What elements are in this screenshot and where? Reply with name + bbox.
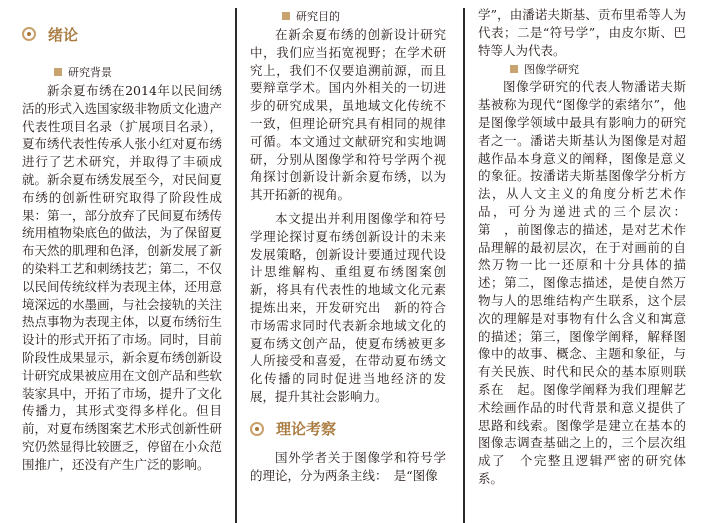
section-title: 绪论 <box>48 25 79 44</box>
body-paragraph: 新余夏布绣在2014年以民间绣活的形式入选国家级非物质文化遗产代表性项目名录（扩展项目名录），夏布绣代表性传承人张小红对夏布绣进行了艺术研究，并取得了丰硕成就。新余夏布绣发展至今，对民间夏布绣的创新性研究取得了阶段性成果：第一，部分放弃了民间夏布绣传统用植物染底色的做法，为了保留夏布天然的肌理和色泽，创新发展了新的染料工艺和刺绣技艺；第二，不仅以民间传统纹样为表现主体，还用意境深远的水墨画，与社会接轨的关注热点事物为表现主体，以夏布绣衍生设计的形式开拓了市场。同时，目前阶段性成果显示，新余夏布绣创新设计研究成果被应用在文创产品和些软装家具中，开拓了市场，提升了文化传播力，其形式变得多样化。但目前，对夏布绣图案艺术形式创新性研究仍然显得比较匮乏，停留在小众范围推广，还没有产生广泛的影响。 <box>22 83 223 472</box>
section-title: 理论考察 <box>276 420 337 439</box>
body-paragraph: 学”，由潘诺夫斯基、贡布里希等人为代表；二是“符号学”，由皮尔斯、巴特等人为代表。 <box>478 7 686 58</box>
column-right <box>478 0 686 523</box>
column-divider <box>463 8 465 523</box>
subsection-heading <box>54 64 222 80</box>
column-divider <box>235 8 237 523</box>
square-bullet-icon <box>54 68 62 76</box>
section-heading <box>250 419 446 439</box>
body-paragraph: 图像学研究的代表人物潘诺夫斯基被称为现代“图像学的索绪尔”，他是图像学领域中最具有影响力的研究者之一。潘诺夫斯基认为图像是对超越作品本身意义的阐释，图像是意义的象征。按潘诺夫斯基图像学分析方法，从人文主义的角度分析艺术作品，可分为递进式的三个层次：第 ，前图像志的描述，是对艺术作品理解的最初层次，在于对画前的自然万物一比一还原和十分具体的描述；第二，图像志描述，是使自然万物与人的思维结构产生联系，这个层次的理解是对事物有什么含义和寓意的描述；第三，图像学阐释，解释图像中的故事、概念、主题和象征，与有关民族、时代和民众的基本原则联系在 起。图像学阐释为我们理解艺术绘画作品的时代背景和意义提供了思路和线索。图像学是建立在基本的图像志调查基础之上的，三个层次组成了 个完整且逻辑严密的研究体系。 <box>478 79 686 486</box>
column-middle <box>250 0 446 523</box>
section-heading <box>22 24 222 44</box>
body-paragraph: 在新余夏布绣的创新设计研究中，我们应当拓宽视野；在学术研究上，我们不仅要追溯前源，而且要辩章学术。国内外相关的一切进步的研究成果，虽地域文化传统不一致，但理论研究具有相同的规律可循。本文通过文献研究和实地调研，分别从图像学和符号学两个视角探讨创新设计新余夏布绣，以为其开拓新的视角。 <box>250 27 446 203</box>
square-bullet-icon <box>510 65 518 73</box>
subsection-title: 图像学研究 <box>524 63 579 77</box>
subsection-title: 研究目的 <box>296 10 340 23</box>
section-circle-icon <box>250 422 264 436</box>
subsection-heading <box>510 61 686 77</box>
subsection-title: 研究背景 <box>68 66 112 79</box>
square-bullet-icon <box>282 12 290 20</box>
subsection-heading <box>282 8 446 24</box>
column-left <box>22 0 222 523</box>
body-paragraph: 国外学者关于图像学和符号学的理论，分为两条主线： 是“图像 <box>250 449 446 483</box>
section-circle-icon <box>22 27 36 41</box>
body-paragraph: 本文提出并利用图像学和符号学理论探讨夏布绣创新设计的未来发展策略，创新设计要通过现代设计思维解构、重组夏布绣图案创新，将具有代表性的地域文化元素提炼出来，开发研究出 新的符合市场需求同时代表新余地域文化的夏布绣文创产品，使夏布绣被更多人所接受和喜爱，在带动夏布绣文化传播的同时促进当地经济的发展，提升其社会影响力。 <box>250 210 446 404</box>
